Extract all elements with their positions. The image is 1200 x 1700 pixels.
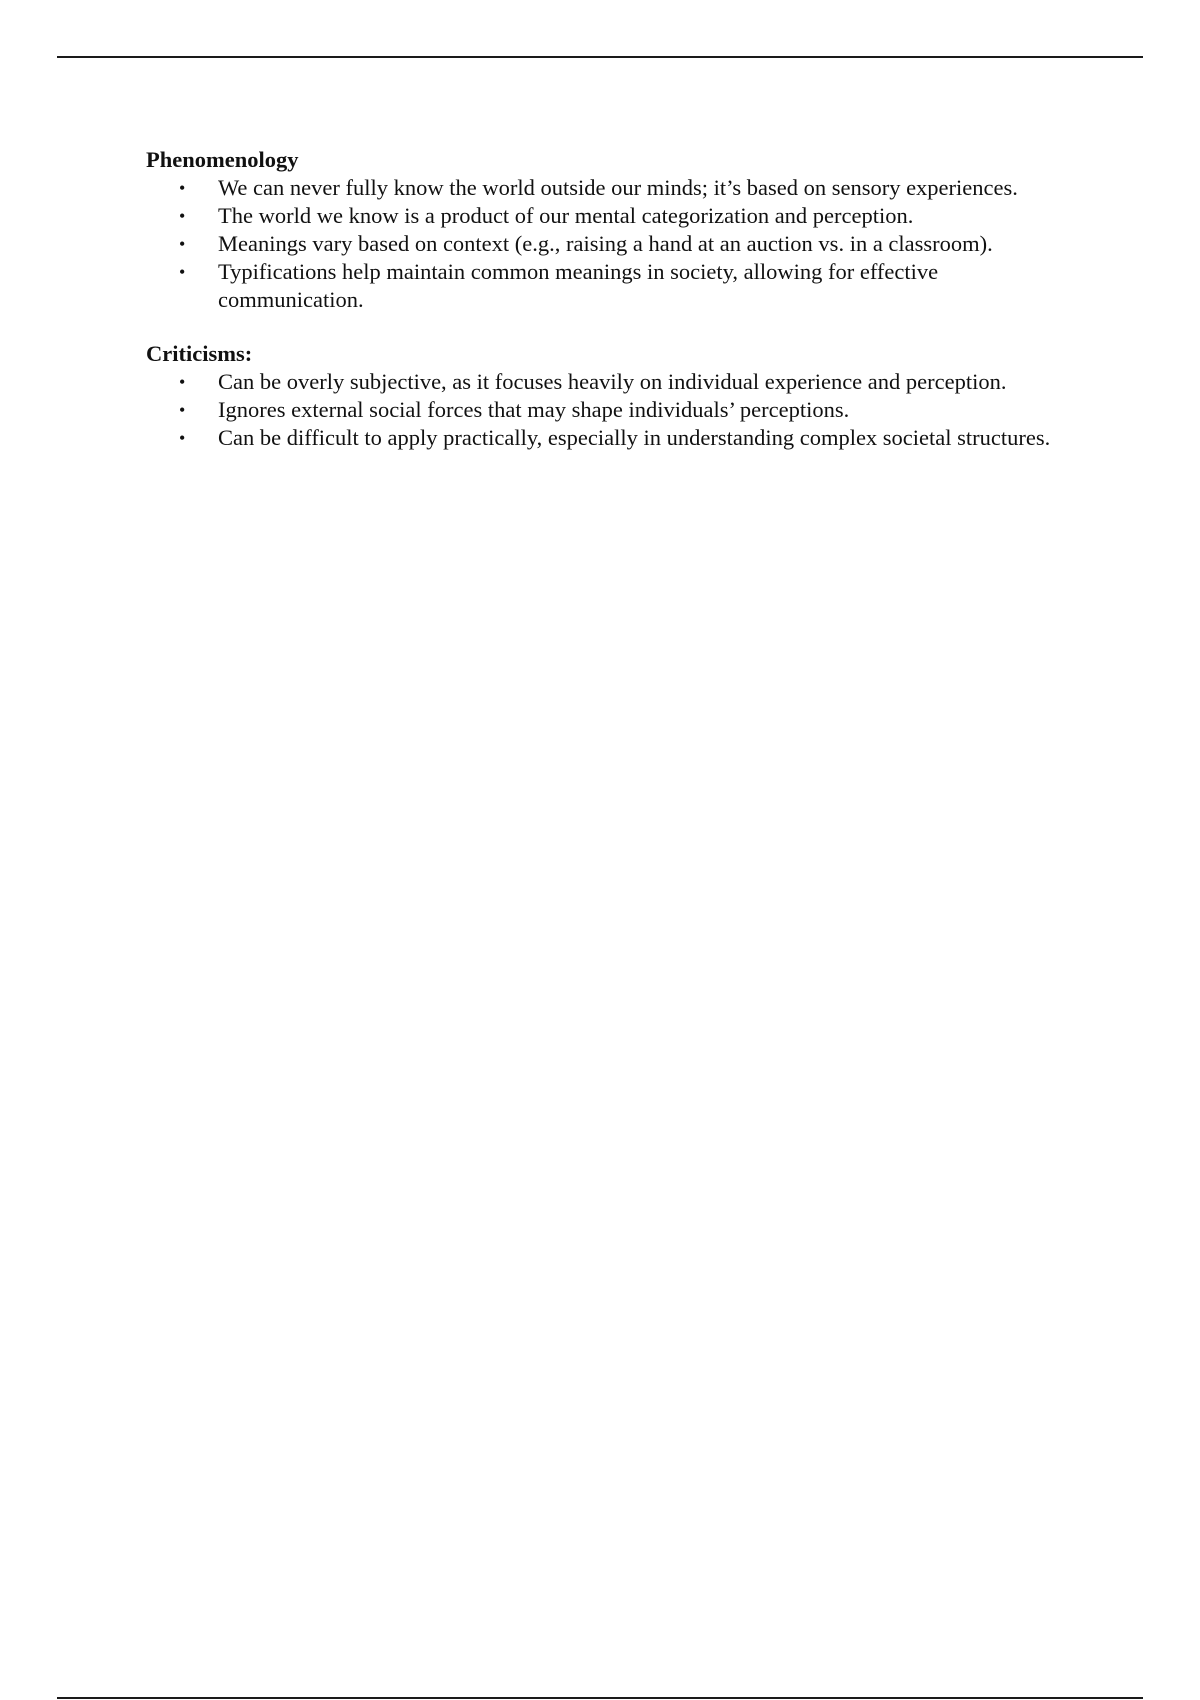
phenomenology-bullet-list [146,174,1066,314]
bullet-icon: • [179,206,186,226]
list-item [146,396,1066,424]
section-heading-phenomenology: Phenomenology [146,147,299,172]
list-item [146,202,1066,230]
document-body [146,146,1066,452]
section-heading-criticisms: Criticisms: [146,341,253,366]
list-item-text: Typifications help maintain common meanings in society, allowing for effective communication. [218,259,939,312]
list-item [146,424,1066,452]
bullet-icon: • [179,428,186,448]
list-item-text: We can never fully know the world outside our minds; it’s based on sensory experiences. [218,175,1018,200]
list-item [146,230,1066,258]
bullet-icon: • [179,178,186,198]
list-item-text: The world we know is a product of our mental categorization and perception. [218,203,914,228]
footer-rule [57,1697,1143,1699]
criticisms-bullet-list [146,368,1066,452]
list-item-text: Can be difficult to apply practically, especially in understanding complex societal structures. [218,425,1051,450]
header-rule [57,56,1143,58]
list-item-text: Meanings vary based on context (e.g., raising a hand at an auction vs. in a classroom). [218,231,993,256]
list-item [146,174,1066,202]
list-item [146,368,1066,396]
list-item [146,258,1066,314]
list-item-text: Ignores external social forces that may shape individuals’ perceptions. [218,397,850,422]
list-item-text: Can be overly subjective, as it focuses heavily on individual experience and perception. [218,369,1007,394]
bullet-icon: • [179,234,186,254]
bullet-icon: • [179,400,186,420]
bullet-icon: • [179,372,186,392]
bullet-icon: • [179,262,186,282]
